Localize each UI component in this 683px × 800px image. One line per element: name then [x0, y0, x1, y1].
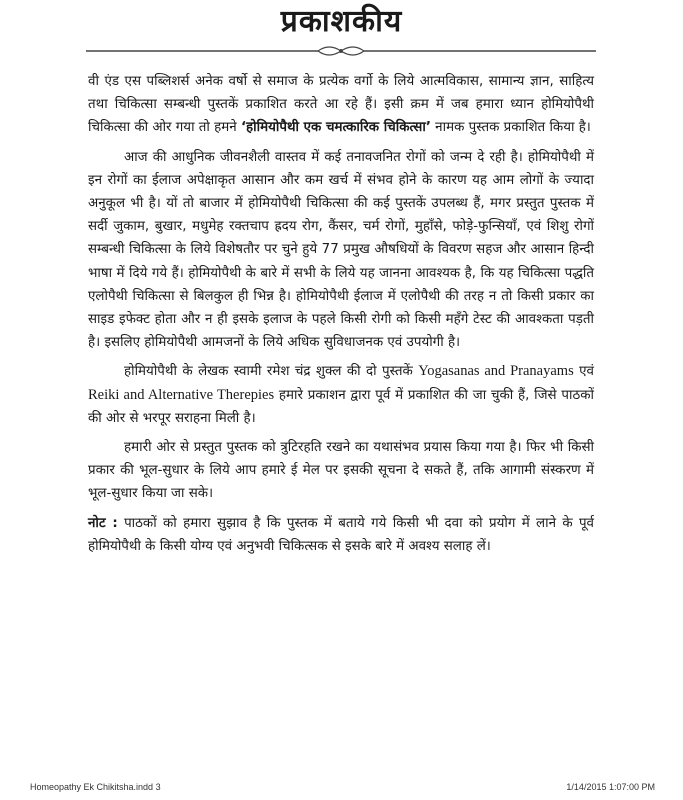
book-title-emphasis: ‘होमियोपैथी एक चमत्कारिक चिकित्सा’: [240, 120, 431, 136]
ornamental-divider: [86, 44, 596, 58]
paragraph-intro: वी एंड एस पब्लिशर्स अनेक वर्षो से समाज के प्रत्येक वर्गो के लिये आत्मविकास, सामान्य ज्ञान, साहित्य तथा चिकित्सा सम्बन्धी पुस्तकें प्रकाशित करते आ रहे हैं। इसी क्रम में जब हमारा ध्यान होमियोपैथी चिकित्सा की ओर गया तो हमने ‘होमियोपैथी एक चमत्कारिक चिकित्सा’ नामक पुस्तक प्रकाशित किया है।: [88, 74, 594, 136]
footer-filename: Homeopathy Ek Chikitsha.indd 3: [30, 782, 161, 792]
footer-datetime: 1/14/2015 1:07:00 PM: [566, 782, 655, 792]
book-name-reiki: Reiki and Alternative Therepies: [88, 386, 275, 403]
page-title: प्रकाशकीय: [280, 4, 403, 39]
paragraph-note: नोट : पाठकों को हमारा सुझाव है कि पुस्तक में बताये गये किसी भी दवा को प्रयोग में लाने के पूर्व होमियोपैथी के किसी योग्य एवं अनुभवी चिकित्सक से इसके बारे में अवश्य सलाह लें।: [88, 515, 595, 554]
preface-body: [88, 70, 594, 564]
note-label: नोट :: [88, 515, 118, 531]
book-name-yogasanas: Yogasanas and Pranayams: [418, 363, 574, 380]
print-footer: [30, 782, 655, 792]
paragraph-lifestyle: आज की आधुनिक जीवनशैली वास्तव में कई तनावजनित रोगों को जन्म दे रही है। होमियोपैथी में इन रोगों का ईलाज अपेक्षाकृत आसान और कम खर्च में संभव होने के कारण यह आम लोगों के ज्यादा अनुकूल भी है। यों तो बाजार में होमियोपैथी चिकित्सा की कई पुस्तकें उपलब्ध हैं, मगर प्रस्तुत पुस्तक में सर्दी जुकाम, बुखार, मधुमेह रक्तचाप ह्रदय रोग, कैंसर, चर्म रोगों, मुहाँसे, फोड़े-फुन्सियाँ, एवं शिशु रोगों सम्बन्धी चिकित्सा के लिये विशेषतौर पर चुने हुये 77 प्रमुख औषधियों के विवरण सहज और आसान हिन्दी भाषा में दिये गये हैं। होमियोपैथी के बारे में सभी के लिये यह जानना आवश्यक है, कि यह चिकित्सा पद्धति एलोपैथी चिकित्सा से बिलकुल ही भिन्न है। होमियोपैथी ईलाज में एलोपैथी की तरह न तो किसी प्रकार का साइड इफेक्ट होता और न ही इसके इलाज के पहले किसी रोगी को किसी महँगे टेस्ट की आवश्कता पड़ती है। इसलिए होमियोपैथी आमजनों के लिये अधिक सुविधाजनक एवं उपयोगी है।: [88, 149, 594, 351]
paragraph-corrections: हमारी ओर से प्रस्तुत पुस्तक को त्रुटिरहति रखने का यथासंभव प्रयास किया गया है। फिर भी किसी प्रकार की भूल-सुधार के लिये आप हमारे ई मेल पर इसकी सूचना दे सकते हैं, तकि आगामी संस्करण में भूल-सुधार किया जा सके।: [88, 440, 594, 502]
paragraph-author: होमियोपैथी के लेखक स्वामी रमेश चंद्र शुक्ल की दो पुस्तकें Yogasanas and Pranayams एवं Reiki and Alternative Therepies हमारे प्रकाशन द्वारा पूर्व में प्रकाशित की जा चुकी हैं, जिसे पाठकों की ओर से भरपूर सराहना मिली है।: [88, 363, 595, 426]
